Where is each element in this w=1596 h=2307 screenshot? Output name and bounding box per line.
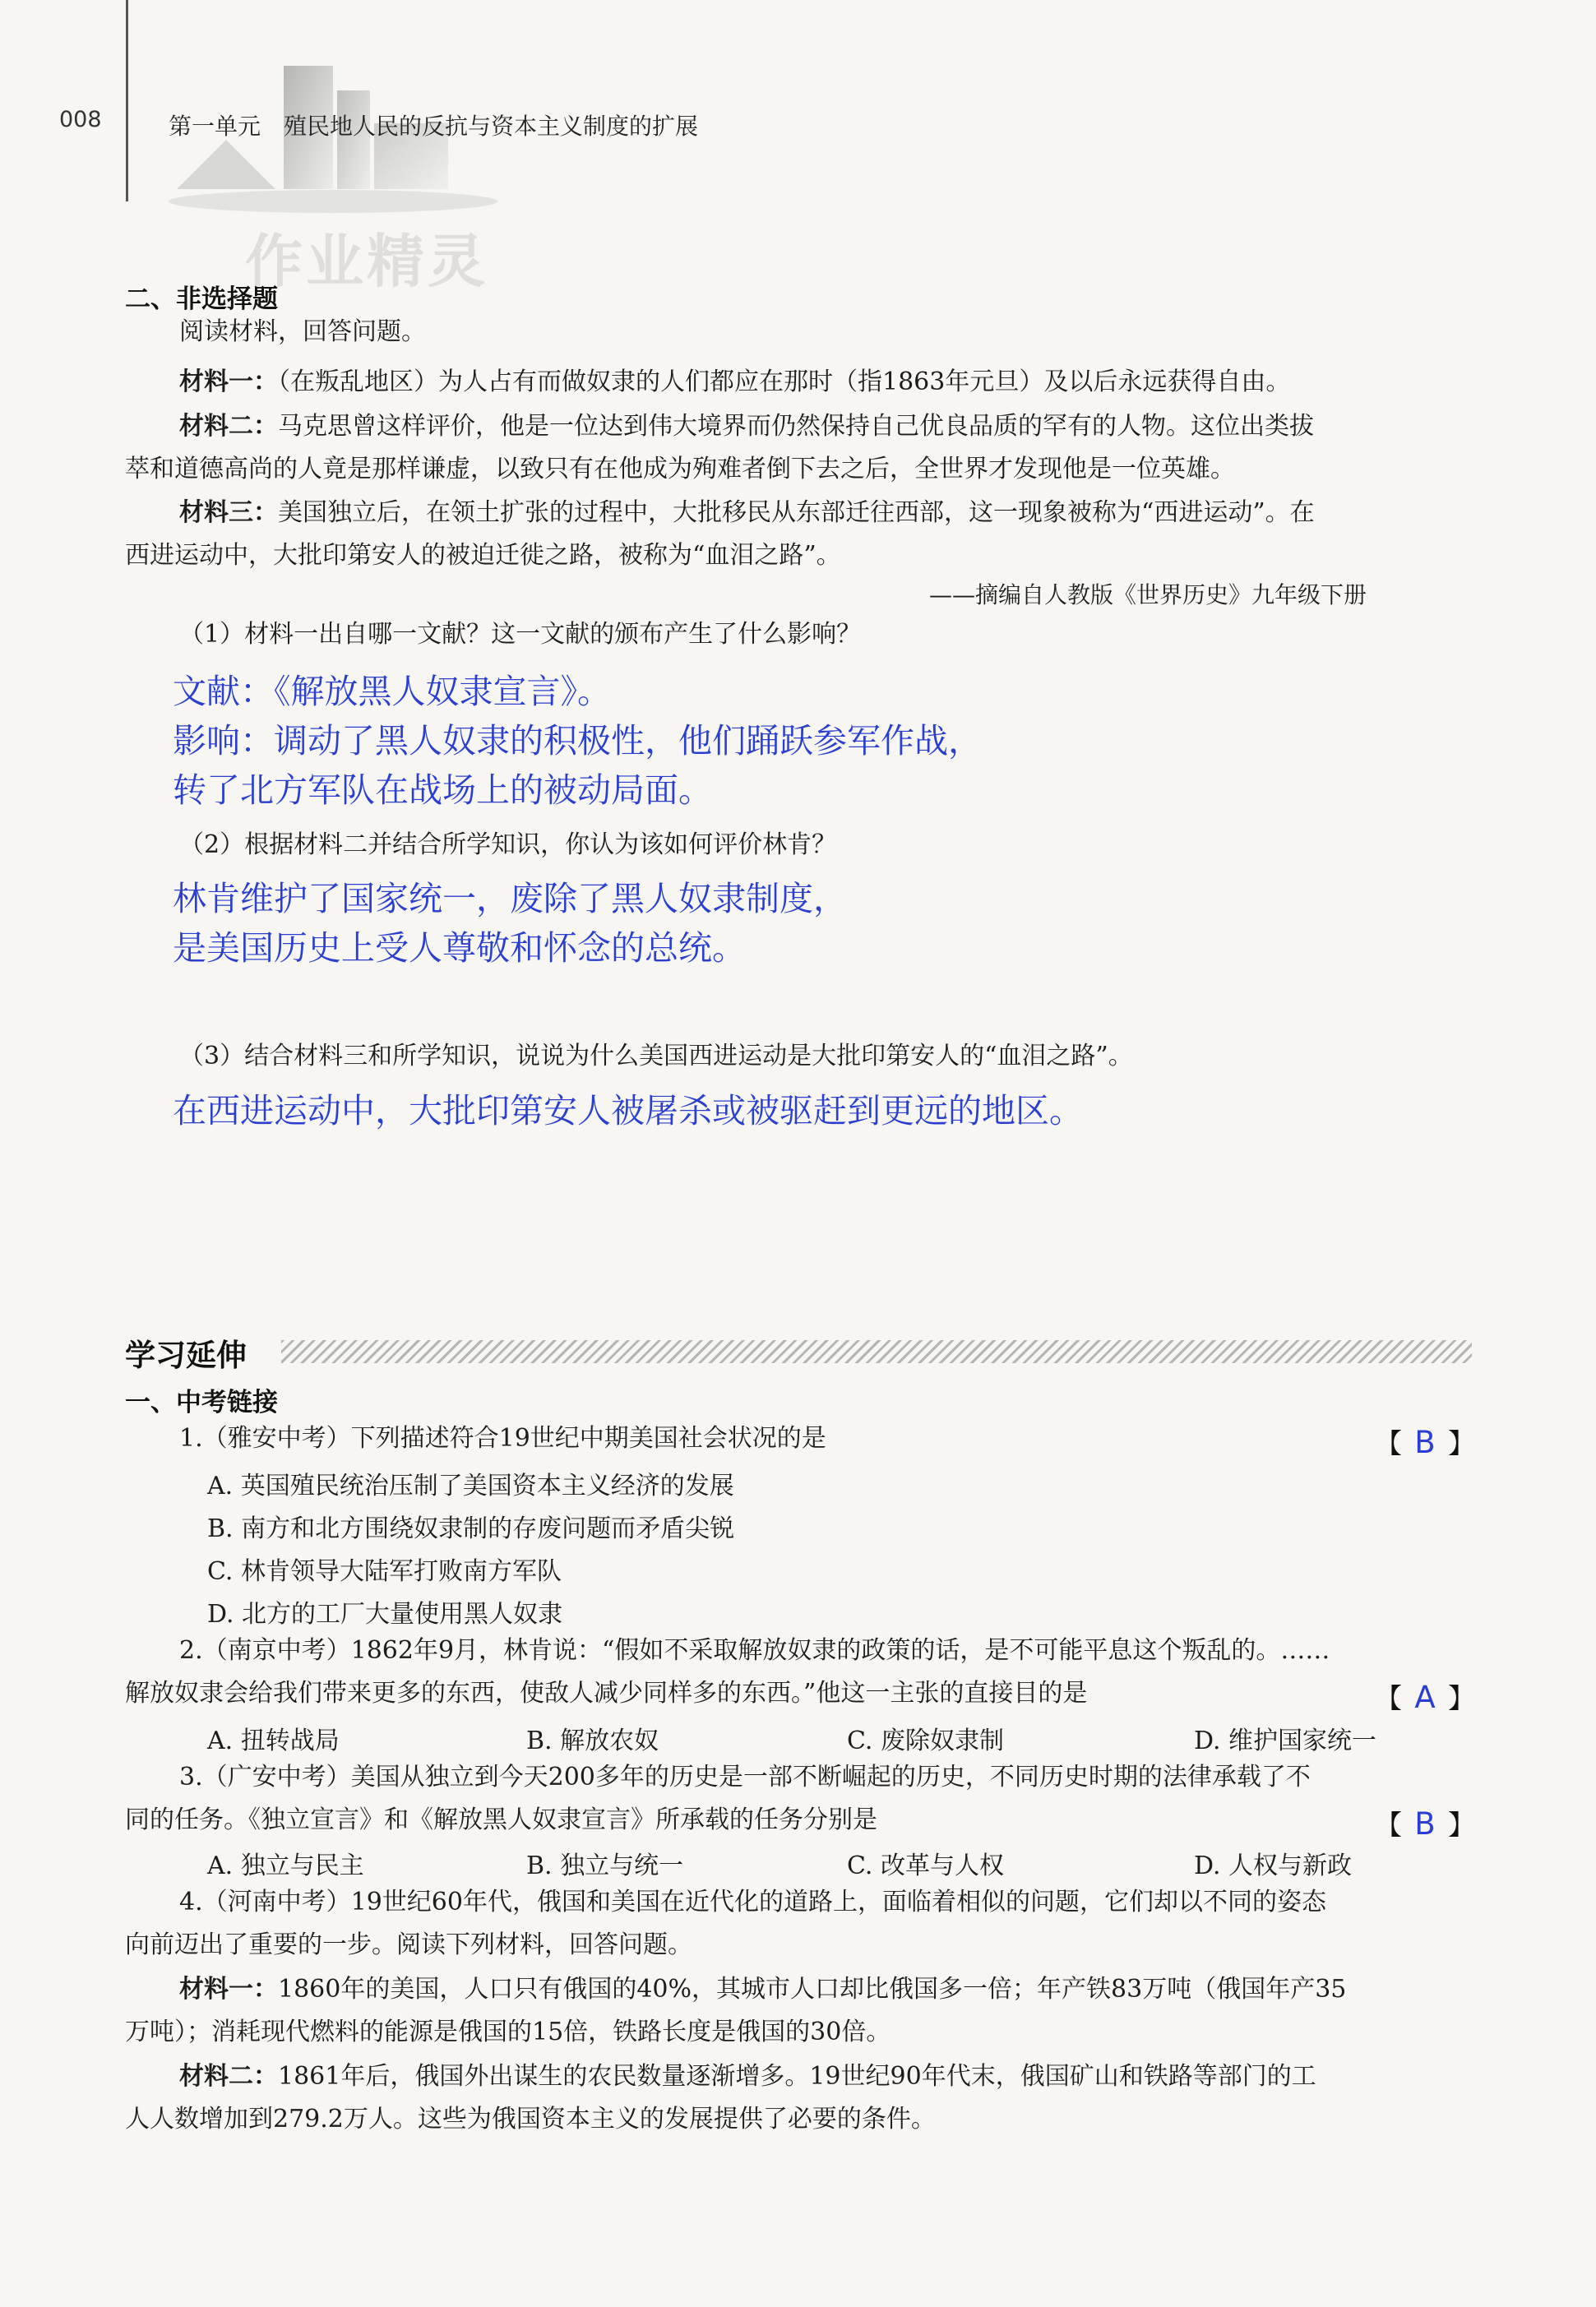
material-text: 1860年的美国，人口只有俄国的40%，其城市人口却比俄国多一倍；年产铁83万吨（俄国年产35 <box>278 1975 1347 2004</box>
question-stem: 4.（河南中考）19世纪60年代，俄国和美国在近代化的道路上，面临着相似的问题，它们却以不同的姿态 <box>179 1888 1326 1916</box>
material-2 <box>179 2059 1316 2095</box>
option-a: A. 英国殖民统治压制了美国资本主义经济的发展 <box>207 1472 734 1500</box>
option-d: D. 人权与新政 <box>1194 1852 1353 1880</box>
material-label: 材料二： <box>179 2062 278 2091</box>
option-b: B. 南方和北方围绕奴隶制的存废问题而矛盾尖锐 <box>207 1514 735 1543</box>
material-text: （在叛乱地区）为人占有而做奴隶的人们都应在那时（指1863年元旦）及以后永远获得自由。 <box>278 368 1291 396</box>
material-3-line2: 西进运动中，大批印第安人的被迫迁徙之路，被称为“血泪之路”。 <box>125 541 841 570</box>
source-citation: ——摘编自人教版《世界历史》九年级下册 <box>929 581 1367 608</box>
material-2-line2: 萃和道德高尚的人竟是那样谦虚，以致只有在他成为殉难者倒下去之后，全世界才发现他是一位英雄。 <box>125 455 1235 483</box>
material-1 <box>179 364 1290 400</box>
material-text: 美国独立后，在领土扩张的过程中，大批移民从东部迁往西部，这一现象被称为“西进运动”。在 <box>278 498 1315 527</box>
answer-bracket: 【 A 】 <box>1375 1680 1475 1715</box>
instruction-text: 阅读材料，回答问题。 <box>179 317 426 346</box>
answer-letter: B <box>1414 1425 1436 1460</box>
section-title: 二、非选择题 <box>125 284 278 314</box>
option-a: A. 扭转战局 <box>207 1727 340 1755</box>
handwritten-answer: 在西进运动中，大批印第安人被屠杀或被驱赶到更远的地区。 <box>173 1091 1083 1130</box>
question-stem: 1.（雅安中考）下列描述符合19世纪中期美国社会状况的是 <box>179 1424 826 1453</box>
handwritten-answer: 影响：调动了黑人奴隶的积极性，他们踊跃参军作战， <box>173 721 982 761</box>
material-2-line2: 人人数增加到279.2万人。这些为俄国资本主义的发展提供了必要的条件。 <box>125 2105 936 2134</box>
margin-rule <box>126 0 128 201</box>
answer-letter: B <box>1414 1806 1436 1842</box>
handwritten-answer: 是美国历史上受人尊敬和怀念的总统。 <box>173 928 746 968</box>
study-extension-title: 学习延伸 <box>125 1338 247 1373</box>
option-d: D. 北方的工厂大量使用黑人奴隶 <box>207 1600 563 1629</box>
answer-bracket: 【 B 】 <box>1375 1806 1475 1842</box>
handwritten-answer: 文献：《解放黑人奴隶宣言》。 <box>173 672 611 711</box>
material-1 <box>179 1972 1346 2008</box>
material-3-line1 <box>179 495 1315 531</box>
option-b: B. 解放农奴 <box>526 1727 659 1755</box>
study-extension-header <box>125 1330 1473 1373</box>
answer-letter: A <box>1414 1680 1436 1715</box>
question-stem: 向前迈出了重要的一步。阅读下列材料，回答问题。 <box>125 1930 692 1959</box>
question-1: （1）材料一出自哪一文献？这一文献的颁布产生了什么影响？ <box>179 620 862 649</box>
material-text: 马克思曾这样评价，他是一位达到伟大境界而仍然保持自己优良品质的罕有的人物。这位出类拔 <box>278 412 1314 441</box>
option-c: C. 林肯领导大陆军打败南方军队 <box>207 1557 562 1586</box>
option-d: D. 维护国家统一 <box>1194 1727 1377 1755</box>
question-stem: 2.（南京中考）1862年9月，林肯说：“假如不采取解放奴隶的政策的话，是不可能平息这个叛乱的。…… <box>179 1636 1330 1665</box>
hatch-divider <box>281 1340 1472 1363</box>
material-text: 1861年后，俄国外出谋生的农民数量逐渐增多。19世纪90年代末，俄国矿山和铁路等部门的工 <box>278 2062 1316 2091</box>
material-label: 材料一： <box>179 1975 278 2004</box>
question-stem: 解放奴隶会给我们带来更多的东西，使敌人减少同样多的东西。”他这一主张的直接目的是 <box>125 1679 1088 1708</box>
material-label: 材料三： <box>179 498 278 527</box>
question-2: （2）根据材料二并结合所学知识，你认为该如何评价林肯？ <box>179 830 837 859</box>
question-stem: 3.（广安中考）美国从独立到今天200多年的历史是一部不断崛起的历史，不同历史时期的法律承载了不 <box>179 1763 1311 1792</box>
option-c: C. 废除奴隶制 <box>847 1727 1004 1755</box>
material-label: 材料一： <box>179 368 278 396</box>
watermark-logo: 作业精灵 <box>245 228 488 295</box>
unit-title: 第一单元 殖民地人民的反抗与资本主义制度的扩展 <box>169 113 699 140</box>
page-number: 008 <box>59 107 102 132</box>
handwritten-answer: 转了北方军队在战场上的被动局面。 <box>173 770 712 810</box>
section-subtitle: 一、中考链接 <box>125 1388 278 1417</box>
option-c: C. 改革与人权 <box>847 1852 1004 1880</box>
handwritten-answer: 林肯维护了国家统一，废除了黑人奴隶制度， <box>173 879 847 918</box>
material-label: 材料二： <box>179 412 278 441</box>
material-2-line1 <box>179 409 1314 445</box>
question-3: （3）结合材料三和所学知识，说说为什么美国西进运动是大批印第安人的“血泪之路”。 <box>179 1042 1133 1070</box>
answer-bracket: 【 B 】 <box>1375 1425 1475 1460</box>
option-b: B. 独立与统一 <box>526 1852 684 1880</box>
material-1-line2: 万吨）；消耗现代燃料的能源是俄国的15倍，铁路长度是俄国的30倍。 <box>125 2018 891 2046</box>
question-stem: 同的任务。《独立宣言》和《解放黑人奴隶宣言》所承载的任务分别是 <box>125 1805 877 1834</box>
option-a: A. 独立与民主 <box>207 1852 364 1880</box>
